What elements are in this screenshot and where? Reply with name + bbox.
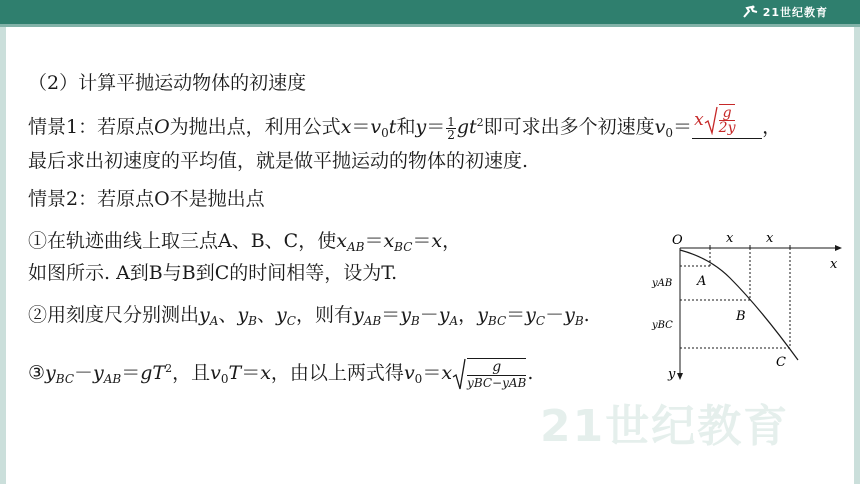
point-b-label: B (736, 309, 746, 324)
y-axis-arrow-icon (677, 373, 683, 380)
x-spacing-label-2: x (766, 231, 774, 246)
runner-logo-icon (741, 5, 759, 19)
origin-label: O (672, 233, 683, 248)
top-bar (0, 0, 860, 24)
logo-text: 21世纪教育 (762, 6, 828, 19)
step-1-note: 如图所示. A到B与B到C的时间相等，设为T. (28, 262, 398, 284)
point-a-label: A (697, 274, 707, 289)
section-heading: （2）计算平抛运动物体的初速度 (28, 72, 307, 94)
x-axis-arrow-icon (835, 245, 842, 251)
sqrt-icon (452, 357, 466, 391)
ybc-label: yBC (652, 320, 673, 331)
sqrt-expression: $\frac{g}{\text{yBC−yAB}}$ (452, 357, 527, 391)
x-axis-label: x (830, 257, 838, 272)
step-3-line: $③y_{BC}-y_{AB}=gT^2$，且$v_0T=x$，由以上两式得$v_0=x$ $\frac{g}{\text{yBC−yAB}}$ . (28, 358, 534, 390)
scenario-1-line: 情景1：若原点O为抛出点，利用公式$x=v_0t$和y＝ $\frac{1}{2}$ $gt^2$即可求出多个初速度$v_0=$ x $\frac{g}{2y}$ ， (28, 105, 782, 142)
logo (741, 3, 828, 21)
right-border (854, 27, 860, 484)
sqrt-icon (704, 105, 718, 135)
left-border (0, 27, 6, 484)
scenario-1-conclusion: 最后求出初速度的平均值，就是做平抛运动的物体的初速度. (28, 150, 529, 172)
half-fraction: $\frac{1}{2}$ (447, 114, 455, 142)
trajectory-diagram (650, 228, 850, 388)
point-c-label: C (776, 355, 786, 370)
answer-blank: x $\frac{g}{2y}$ (692, 108, 762, 139)
scenario-2-heading: 情景2：若原点O不是抛出点 (28, 188, 265, 210)
top-divider (0, 24, 860, 27)
y-axis-label: y (668, 367, 676, 382)
x-spacing-label-1: x (726, 231, 734, 246)
watermark: 21世纪教育 (540, 401, 790, 452)
yab-label: yAB (652, 278, 673, 289)
step-2-line: ②用刻度尺分别测出$y_A$、$y_B$、$y_C$，则有$y_{AB}=y_B-y_A$，$y_{BC}=y_C-y_B$. (28, 304, 590, 328)
step-1-line: ①在轨迹曲线上取三点A、B、C，使$x_{AB}=x_{BC}=x$， (28, 230, 462, 254)
